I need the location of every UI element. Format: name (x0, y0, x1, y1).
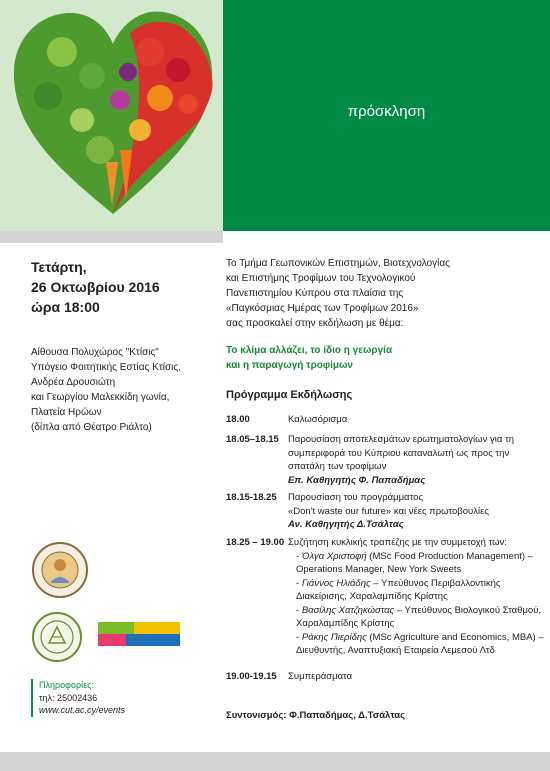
intro-line: «Παγκόσμιας Ημέρας των Τροφίμων 2016» (226, 303, 419, 314)
contact-phone: τηλ: 25002436 (39, 692, 98, 703)
bottom-strip (0, 752, 550, 771)
program-desc (288, 491, 550, 532)
coordination: Συντονισμός: Φ.Παπαδήμας, Δ.Τσάλτας (226, 710, 406, 721)
intro-line: σας προσκαλεί στην εκδήλωση με θέμα: (226, 318, 404, 329)
panelist: - Γιάννος Ηλιάδης – Υπεύθυνος Περιβαλλοντικής (296, 577, 501, 589)
venue-line: Πλατεία Ηρώων (31, 407, 102, 418)
intro-line: και Επιστήμης Τροφίμων του Τεχνολογικού (226, 273, 416, 284)
intro-line: Το Τμήμα Γεωπονικών Επιστημών, Βιοτεχνολογίας (226, 258, 450, 269)
panelist-name: Ράκης Πιερίδης (301, 631, 367, 643)
contact-label: Πληροφορίες: (39, 680, 94, 690)
program-time: 18.25 – 19.00 (226, 537, 285, 548)
panelist-name: Βασίλης Χατζηκώστας (301, 604, 395, 616)
panelist-role: (MSc Agriculture and Economics, MBA) – (366, 631, 544, 643)
program-time: 18.15-18.25 (226, 492, 277, 503)
hero-banner (223, 0, 550, 231)
cut-university-seal (31, 541, 89, 604)
panelist-cont: Διακείρισης, Χαραλαμπίδης Κρίστης (296, 591, 448, 602)
panelist-cont: Διευθυντής, Αναπτυξιακή Εταιρεία Λεμεσού Λτδ (296, 645, 495, 656)
program-desc: Συμπεράσματα (288, 671, 353, 682)
panelist-role: – Υπεύθυνος Βιολογικού Σταθμού, (394, 604, 542, 616)
event-date (31, 257, 160, 317)
program-speaker: Αν. Καθηγητής Δ.Τσάλτας (288, 519, 404, 530)
contact-info (31, 679, 125, 717)
panelist-role: – Υπεύθυνος Περιβαλλοντικής (370, 577, 501, 589)
dont-waste-logo-icon (98, 622, 180, 646)
panelist-role: (MSc Food Production Management) – (366, 550, 533, 562)
date-time: ώρα 18:00 (31, 299, 100, 315)
program-desc (288, 536, 550, 658)
venue-line: Ανδρέα Δρουσιώτη (31, 377, 116, 388)
panelist-cont: Χαραλαμπίδης Κρίστης (296, 618, 395, 629)
panelist-name: Όλγα Χριστοφή (301, 550, 367, 562)
venue-line: και Γεωργίου Μαλεκκίδη γωνία, (31, 392, 170, 403)
panelist: - Ράκης Πιερίδης (MSc Agriculture and Economics, MBA) – (296, 631, 544, 643)
program-time: 18.00 (226, 414, 250, 425)
program-title: Πρόγραμμα Εκδήλωσης (226, 389, 353, 401)
date-day: 26 Οκτωβρίου 2016 (31, 279, 160, 295)
hero-image (0, 0, 223, 231)
venue-line: Υπόγειο Φοιτητικής Εστίας Κτίσις, (31, 362, 181, 373)
university-seal-icon (31, 541, 89, 599)
grey-strip (0, 231, 223, 243)
panelist-cont: Operations Manager, New York Sweets (296, 564, 462, 575)
program-desc-line: συμπεριφορά του Κύπριου καταναλωτή ως προς την (288, 447, 510, 459)
invitation-title: πρόσκληση (347, 103, 426, 120)
theme-line: και η παραγωγή τροφίμων (226, 360, 353, 371)
intro-line: Πανεπιστημίου Κύπρου στα πλαίσια της (226, 288, 404, 299)
program-desc-line: Παρουσίαση αποτελεσμάτων ερωτηματολογίων για τη (288, 434, 515, 445)
program-time: 19.00-19.15 (226, 671, 277, 682)
program-desc: Καλωσόρισμα (288, 414, 348, 425)
panelist: - Βασίλης Χατζηκώστας – Υπεύθυνος Βιολογικού Σταθμού, (296, 604, 542, 616)
dont-waste-our-future-logo (98, 622, 180, 651)
municipality-seal (31, 611, 83, 668)
program-desc-line: Παρουσίαση του προγράμματος (288, 492, 424, 503)
vegetable-heart-illustration (0, 0, 223, 231)
municipality-seal-icon (31, 611, 83, 663)
program-time: 18.05–18.15 (226, 434, 279, 445)
panelist-name: Γιάννος Ηλιάδης (301, 577, 371, 589)
panelist: - Όλγα Χριστοφή (MSc Food Production Management) – (296, 550, 533, 562)
theme-line: Το κλίμα αλλάζει, το ίδιο η γεωργία (226, 345, 393, 356)
venue-line: Αίθουσα Πολυχώρος "Κτίσις" (31, 347, 159, 358)
program-desc-line: Συζήτηση κυκλικής τραπέζης με την συμμετοχή των: (288, 537, 507, 548)
date-weekday: Τετάρτη, (31, 259, 87, 275)
venue-line: (δίπλα από Θέατρο Ριάλτο) (31, 422, 152, 433)
event-theme (226, 343, 526, 373)
venue (31, 345, 216, 435)
program-speaker: Επ. Καθηγητής Φ. Παπαδήμας (288, 474, 426, 486)
program-desc-line: σπατάλη των τροφίμων (288, 461, 387, 472)
program-desc-line: «Don't waste our future» και νέες πρωτοβουλίες (288, 505, 489, 517)
contact-website[interactable]: www.cut.ac.cy/events (39, 705, 126, 715)
intro-text (226, 256, 526, 331)
program-desc (288, 433, 550, 487)
